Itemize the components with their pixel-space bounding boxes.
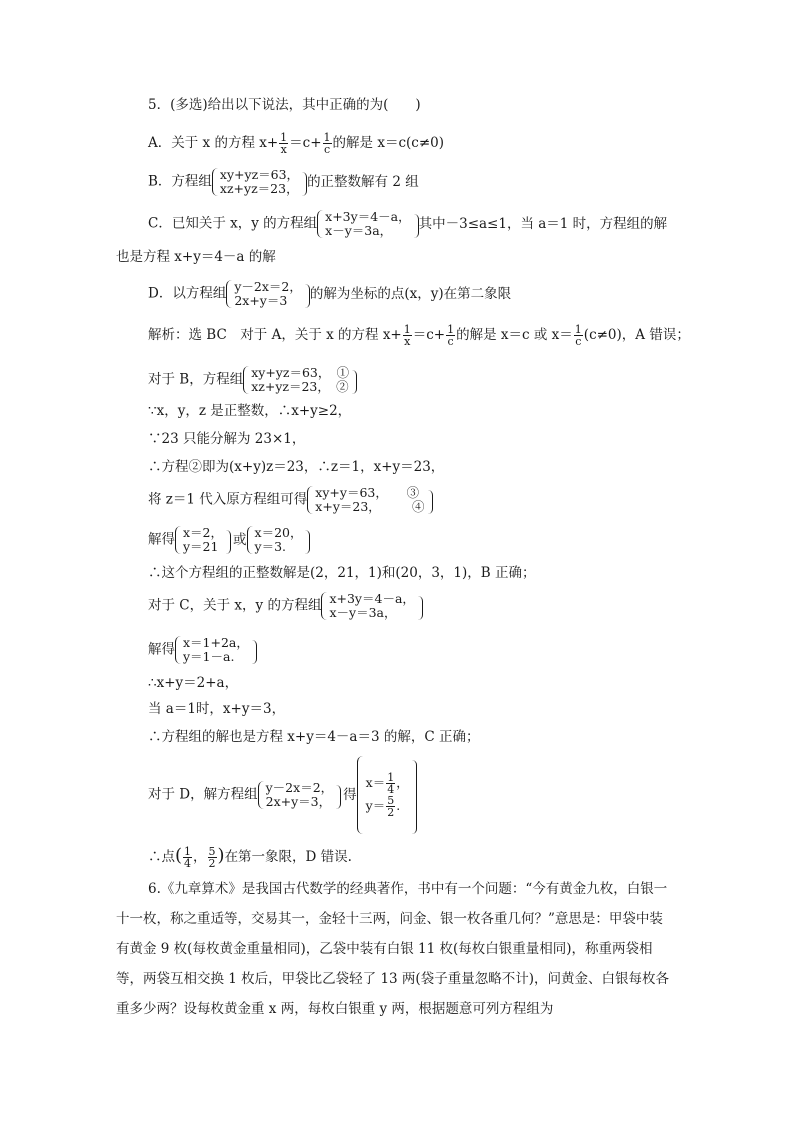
solution-c-solved: 解得 x＝1+2a， y＝1－a. <box>148 636 249 664</box>
solution-c-system: 对于 C，关于 x，y 的方程组 x+3y＝4－a， x－y＝3a， <box>148 592 415 620</box>
q6-paragraph: 6.《九章算术》是我国古代数学的经典著作，书中有一个问题：“今有黄金九枚，白银一十一枚，称之重适等，交易其一，金轻十三两，问金、银一枚各重几何？”意思是：甲袋中装有黄金 9 枚(每枚黄金重量相同)，乙袋中装有白银 11 枚(每枚白银重量相同)，称重两袋相等，两袋互相交换 1 枚后，甲袋比乙袋轻了 13 两(袋子重量忽略不计)，问黄金、白银每枚各重多少两？设每枚黄金重 x 两，每枚白银重 y 两，根据题意可列方程组为 <box>116 881 669 1017</box>
equation-system: x＝1+2a， y＝1－a. <box>175 636 249 664</box>
solution-c-line-3: ∴x+y＝2+a， <box>148 675 239 691</box>
fraction-1-over-x: $\frac{1}{x}$ <box>280 131 288 156</box>
equation-system: xy+y＝63， ③ x+y＝23， ④ <box>307 486 424 514</box>
equation-system: y－2x＝2， 2x+y＝3， <box>258 781 334 809</box>
q5-option-d: D．以方程组 y－2x＝2， 2x+y＝3 的解为坐标的点(x，y)在第二象限 <box>148 279 512 308</box>
q5-option-c-cont: 也是方程 x+y＝4－a 的解 <box>116 249 276 265</box>
fraction-1-over-c: $\frac{1}{c}$ <box>323 131 331 156</box>
equation-system: xy+yz＝63， xz+yz＝23， <box>212 168 299 196</box>
equation-system: x＝20， y＝3. <box>247 526 303 554</box>
solution-d-system: 对于 D，解方程组 y－2x＝2， 2x+y＝3， 得 x＝ $\frac{1}{4}$ ， y＝ $\frac{5}{2}$ . <box>148 772 409 818</box>
equation-system: x+3y＝4－a， x－y＝3a， <box>321 592 414 620</box>
q5-stem: 5．(多选)给出以下说法，其中正确的为( ) <box>148 97 421 113</box>
solution-c-line-4: 当 a＝1时，x+y＝3， <box>148 701 286 717</box>
equation-system: x＝2， y＝21 <box>175 526 223 554</box>
solution-intro: 解析：选 BC 对于 A，关于 x 的方程 x+ $\frac{1}{x}$ ＝c+ $\frac{1}{c}$ 的解是 x＝c 或 x＝ $\frac{1}{c}$ (c≠0)，A 错误； <box>148 323 690 348</box>
solution-d-end: ∴点( $\frac{1}{4}$ ， $\frac{5}{2}$ )在第一象限，D 错误. <box>148 845 352 870</box>
solution-line-2: ∵23 只能分解为 23×1， <box>148 431 306 447</box>
solution-line-4: 将 z＝1 代入原方程组可得 xy+y＝63， ③ x+y＝23， ④ <box>148 486 425 514</box>
equation-system: y－2x＝2， 2x+y＝3 <box>226 280 302 308</box>
q5-option-b: B．方程组 xy+yz＝63， xz+yz＝23， 的正整数解有 2 组 <box>148 167 419 196</box>
equation-system: x+3y＝4－a， x－y＝3a， <box>317 210 410 238</box>
solution-b-system: 对于 B，方程组 xy+yz＝63， ① xz+yz＝23， ② <box>148 366 349 394</box>
equation-system: xy+yz＝63， ① xz+yz＝23， ② <box>243 366 349 394</box>
solution-line-1: ∵x，y，z 是正整数，∴x+y≥2， <box>148 403 352 419</box>
q5-option-a: A．关于 x 的方程 x+ $\frac{1}{x}$ ＝c+ $\frac{1}{c}$ 的解是 x＝c(c≠0) <box>148 131 445 156</box>
q5-option-a-text: A．关于 x 的方程 x+ <box>148 135 279 151</box>
q5-option-c: C．已知关于 x，y 的方程组 x+3y＝4－a， x－y＝3a， 其中－3≤a≤1，当 a＝1 时，方程组的解 <box>148 209 668 238</box>
solution-line-5: 解得 x＝2， y＝21 或 x＝20， y＝3. <box>148 526 302 554</box>
solution-c-line-5: ∴方程组的解也是方程 x+y＝4－a＝3 的解，C 正确； <box>148 729 480 745</box>
solution-line-3: ∴方程②即为(x+y)z＝23，∴z＝1，x+y＝23， <box>148 459 445 475</box>
solution-line-6: ∴这个方程组的正整数解是(2，21，1)和(20，3，1)，B 正确； <box>148 565 536 581</box>
equation-system: x＝ $\frac{1}{4}$ ， y＝ $\frac{5}{2}$ . <box>357 772 409 818</box>
